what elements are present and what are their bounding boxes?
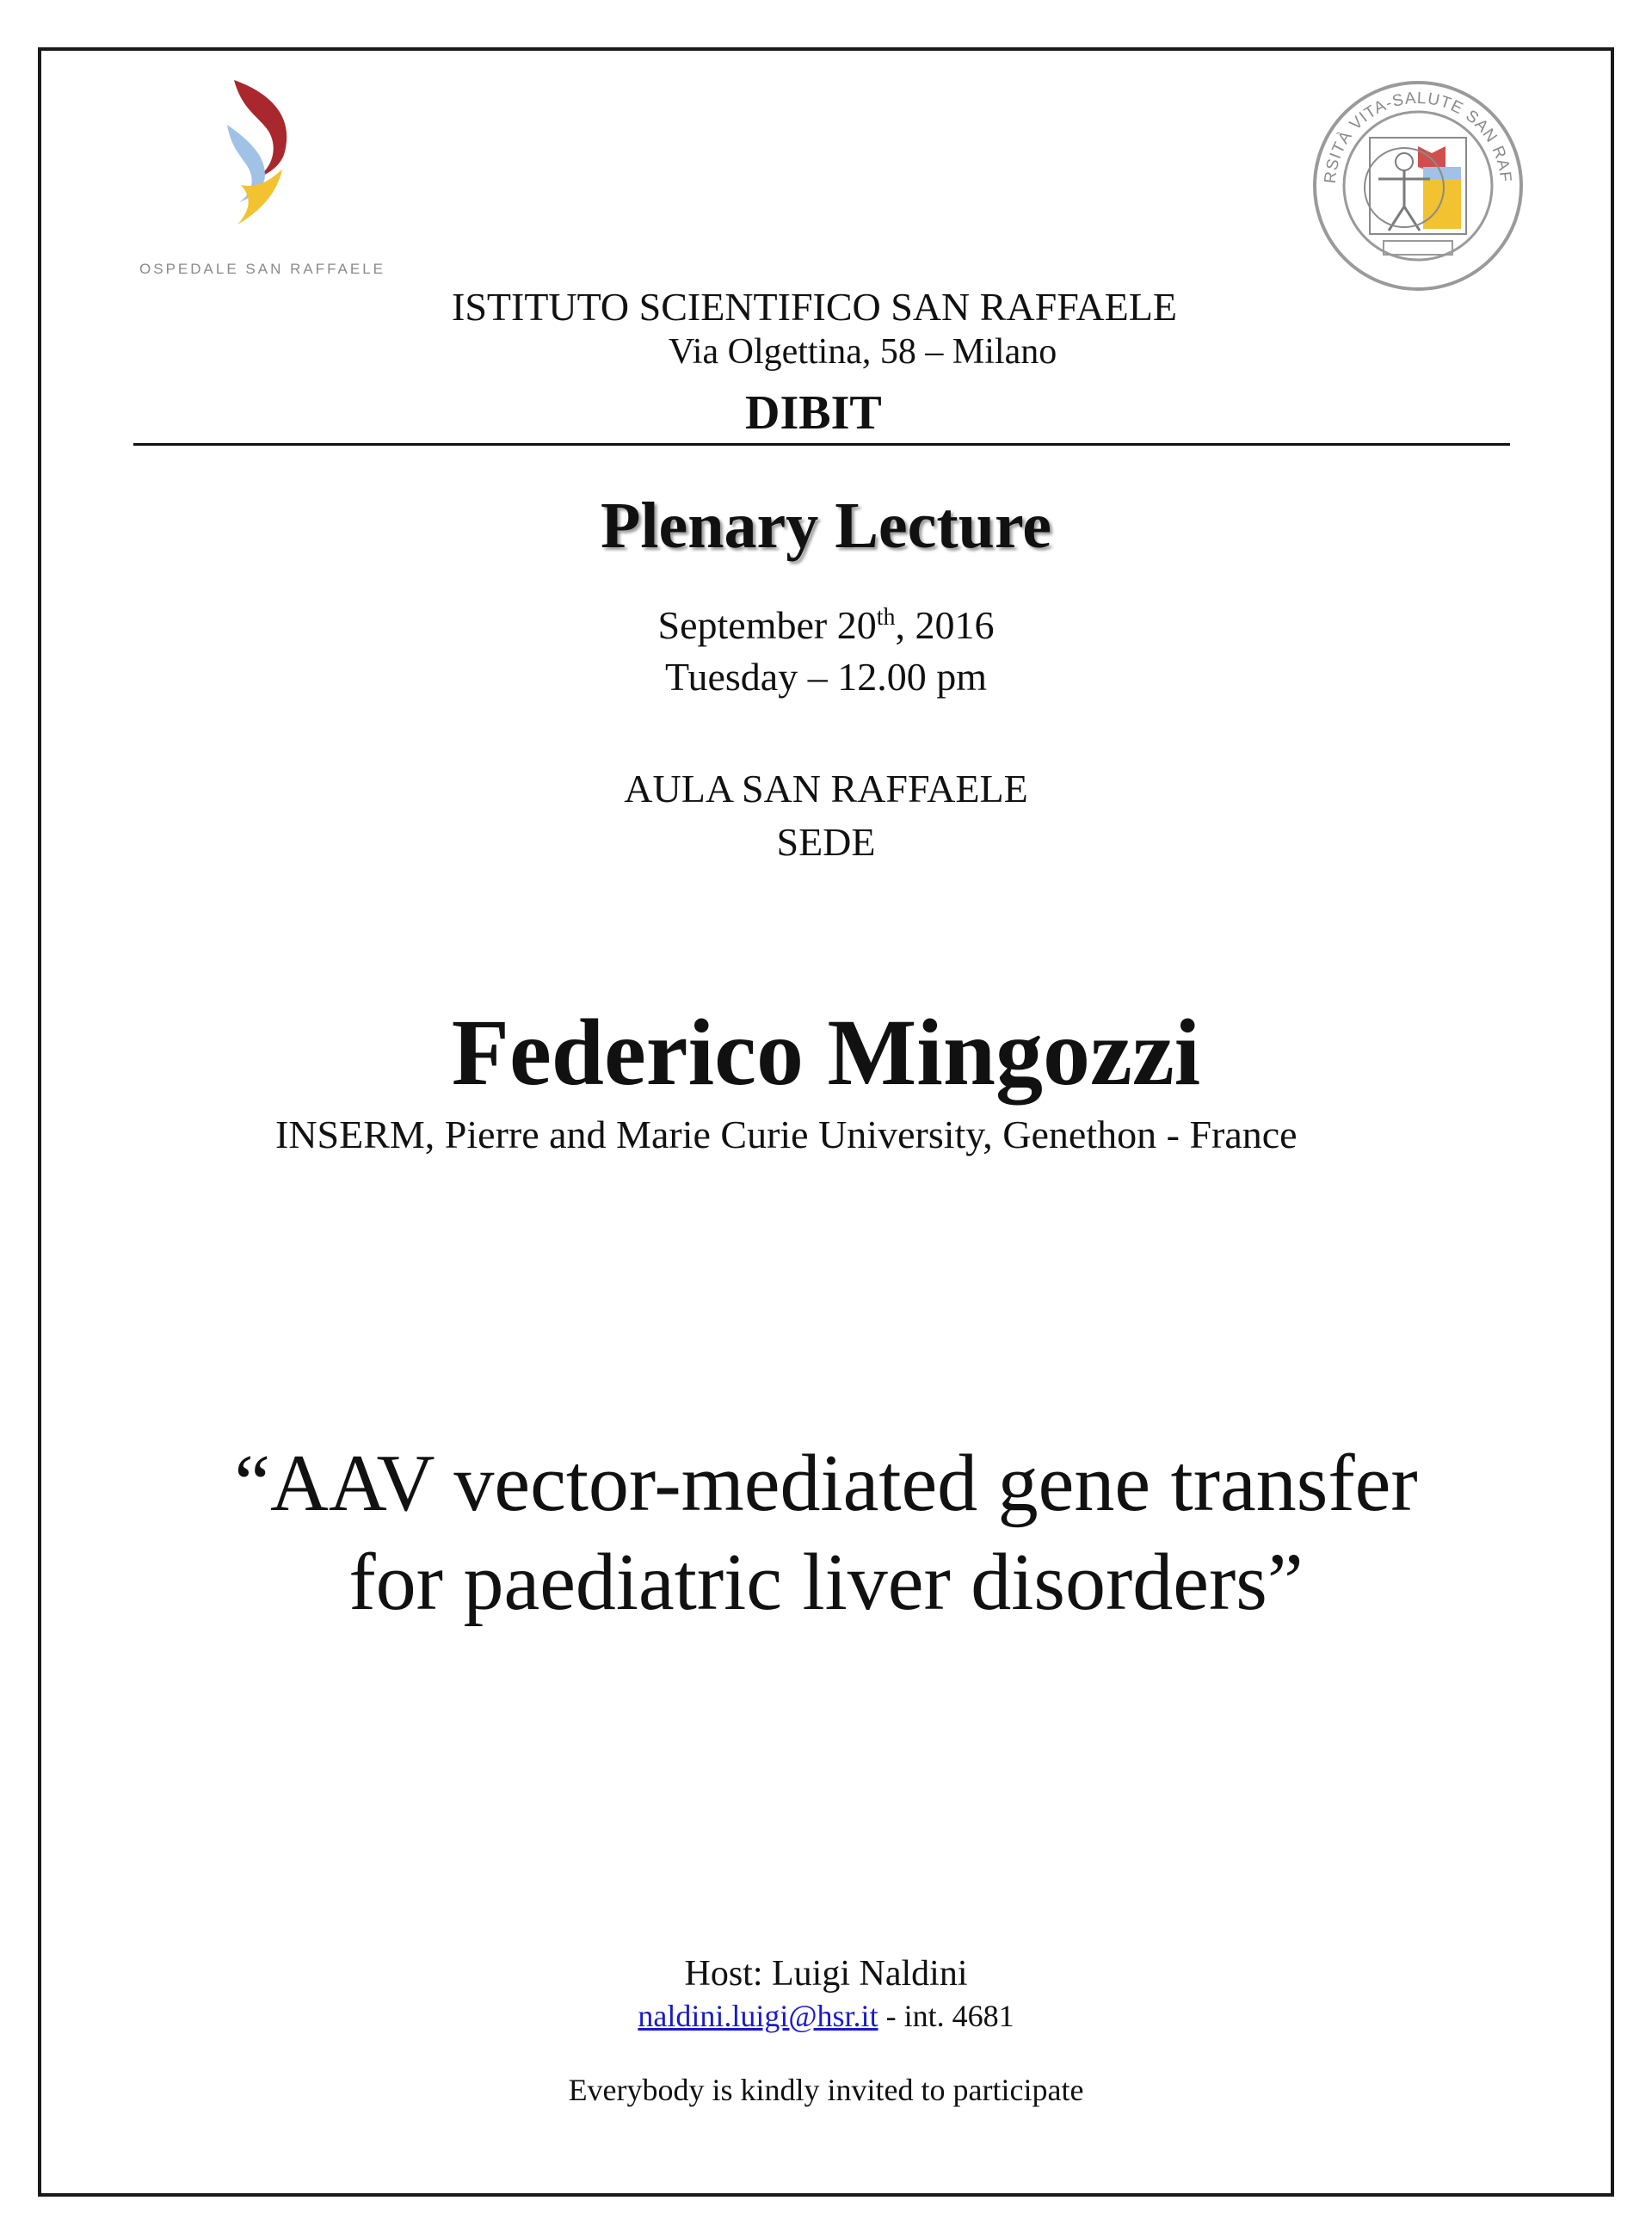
contact-line — [0, 1998, 1652, 2034]
institute-name: ISTITUTO SCIENTIFICO SAN RAFFAELE — [452, 285, 1177, 329]
venue-detail: SEDE — [776, 820, 876, 864]
event-date-year: , 2016 — [895, 603, 995, 647]
venue-name: AULA SAN RAFFAELE — [624, 767, 1028, 811]
hospital-logo-text: OSPEDALE SAN RAFFAELE — [139, 261, 385, 277]
event-date-ordinal: th — [876, 604, 896, 631]
host-email-link[interactable]: naldini.luigi@hsr.it — [638, 1999, 878, 2033]
talk-title-line-1: “AAV vector-mediated gene transfer — [234, 1439, 1418, 1528]
university-seal-icon — [1310, 77, 1526, 294]
hospital-ribbon-icon — [215, 73, 310, 245]
event-date-day: September 20 — [657, 603, 877, 647]
university-seal — [1310, 77, 1526, 294]
host-extension: - int. 4681 — [878, 1999, 1014, 2033]
university-seal-text: RSITÀ VITA-SALUTE SAN RAF — [1321, 89, 1515, 185]
institute-address: Via Olgettina, 58 – Milano — [669, 332, 1057, 372]
header-divider — [133, 443, 1510, 446]
hospital-logo — [138, 73, 387, 288]
talk-title-line-2: for paediatric liver disorders” — [348, 1538, 1304, 1627]
department-name: DIBIT — [745, 386, 882, 440]
event-time: Tuesday – 12.00 pm — [665, 655, 987, 699]
speaker-affiliation: INSERM, Pierre and Marie Curie University, Genethon - France — [275, 1113, 1298, 1156]
event-date — [0, 602, 1652, 648]
invitation-note: Everybody is kindly invited to participate — [568, 2073, 1084, 2107]
host-line: Host: Luigi Naldini — [684, 1954, 968, 1994]
lecture-type-heading: Plenary Lecture — [600, 490, 1052, 562]
speaker-name: Federico Mingozzi — [451, 1000, 1201, 1105]
